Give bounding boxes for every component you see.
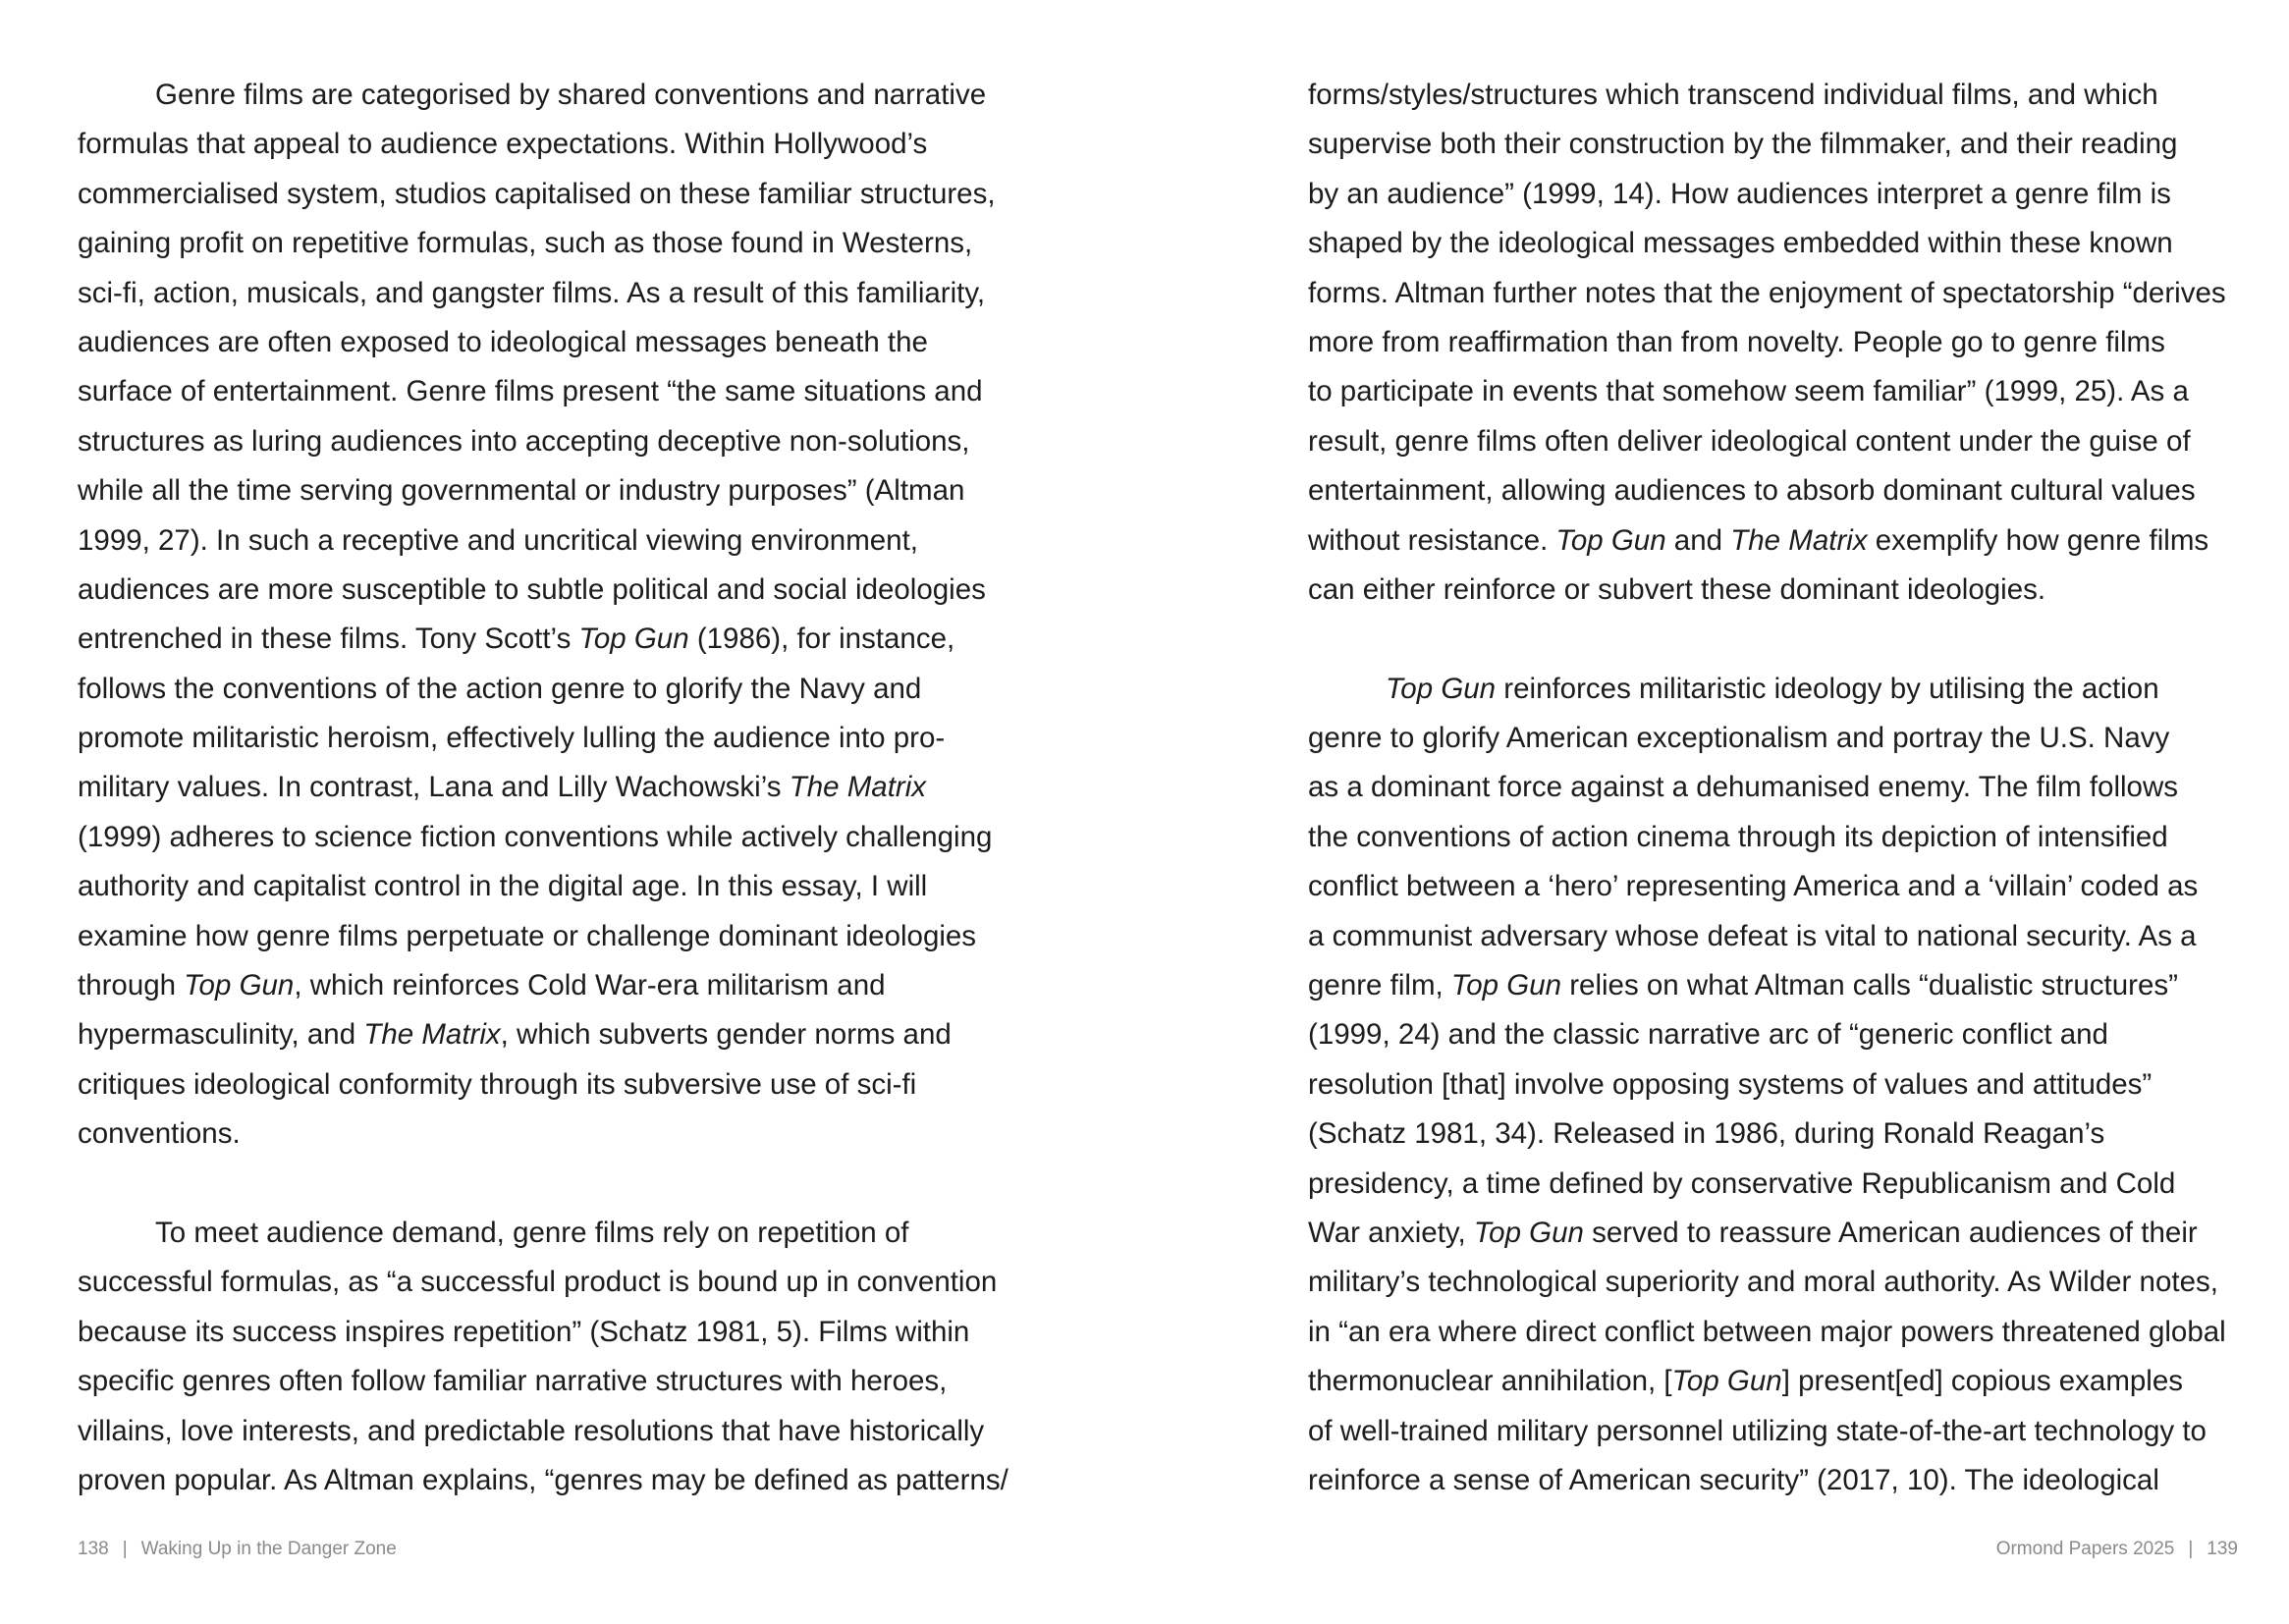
text-line xyxy=(78,318,1001,367)
text-run: military’s technological superiority and moral authority. As Wilder notes, xyxy=(1308,1266,2218,1299)
text-run: surface of entertainment. Genre films present “the same situations and xyxy=(78,375,983,408)
text-line xyxy=(78,466,1001,515)
text-run: 1999, 27). In such a receptive and uncritical viewing environment, xyxy=(78,523,918,557)
text-run: ] present[ed] copious examples xyxy=(1781,1365,2184,1398)
text-line xyxy=(78,516,1001,566)
text-line xyxy=(1308,516,2231,566)
text-line xyxy=(1308,318,2231,367)
text-line xyxy=(1308,71,2231,120)
footer-separator: | xyxy=(122,1539,128,1559)
text-line xyxy=(1308,1456,2231,1505)
text-run: successful formulas, as “a successful product is bound up in convention xyxy=(78,1266,998,1299)
text-line xyxy=(1308,1010,2231,1059)
text-run: promote militaristic heroism, effectively lulling the audience into pro- xyxy=(78,722,946,755)
text-run: because its success inspires repetition” (Schatz 1981, 5). Films within xyxy=(78,1315,970,1348)
text-line xyxy=(1308,1357,2231,1406)
right-page-body xyxy=(1308,71,2231,1505)
text-line xyxy=(1308,1060,2231,1110)
text-run: commercialised system, studios capitalised on these familiar structures, xyxy=(78,177,996,210)
text-line xyxy=(1308,170,2231,219)
text-run: gaining profit on repetitive formulas, such as those found in Westerns, xyxy=(78,227,973,260)
text-line xyxy=(78,763,1001,812)
text-run: War anxiety, xyxy=(1308,1216,1474,1249)
text-line xyxy=(78,219,1001,268)
text-run: examine how genre films perpetuate or challenge dominant ideologies xyxy=(78,919,977,952)
text-run: reinforce a sense of American security” (2017, 10). The ideological xyxy=(1308,1463,2159,1496)
text-run: specific genres often follow familiar narrative structures with heroes, xyxy=(78,1365,948,1398)
text-line xyxy=(1308,1407,2231,1456)
left-page xyxy=(0,0,1144,1624)
text-run: forms/styles/structures which transcend individual films, and which xyxy=(1308,79,2158,111)
text-run: and xyxy=(1665,523,1731,557)
text-run: shaped by the ideological messages embedded within these known xyxy=(1308,227,2173,260)
text-run: relies on what Altman calls “dualistic structures” xyxy=(1561,969,2178,1002)
text-run: supervise both their construction by the filmmaker, and their reading xyxy=(1308,128,2178,161)
text-run: , which reinforces Cold War-era militarism and xyxy=(294,969,886,1002)
text-run: presidency, a time defined by conservative Republicanism and Cold xyxy=(1308,1166,2176,1200)
text-run: hypermasculinity, and xyxy=(78,1018,364,1052)
italic-title: The Matrix xyxy=(363,1018,501,1052)
text-run: genre film, xyxy=(1308,969,1451,1002)
footer-separator: | xyxy=(2188,1539,2194,1559)
text-run: the conventions of action cinema through its depiction of intensified xyxy=(1308,820,2168,853)
text-line xyxy=(78,170,1001,219)
text-run: (Schatz 1981, 34). Released in 1986, during Ronald Reagan’s xyxy=(1308,1117,2105,1151)
text-line xyxy=(78,813,1001,862)
text-run: (1986), for instance, xyxy=(688,623,955,656)
text-run: , which subverts gender norms and xyxy=(500,1018,952,1052)
text-run: follows the conventions of the action genre to glorify the Navy and xyxy=(78,672,922,705)
text-line xyxy=(78,1258,1001,1307)
italic-title: Top Gun xyxy=(1386,672,1497,705)
text-run: thermonuclear annihilation, [ xyxy=(1308,1365,1672,1398)
text-line xyxy=(1308,1110,2231,1159)
text-line xyxy=(1308,763,2231,812)
text-line xyxy=(1308,714,2231,763)
text-line xyxy=(1308,417,2231,466)
right-page-footer xyxy=(1996,1539,2238,1560)
italic-title: Top Gun xyxy=(184,969,295,1002)
text-line xyxy=(78,1010,1001,1059)
text-line xyxy=(78,961,1001,1010)
text-line xyxy=(78,1060,1001,1110)
italic-title: Top Gun xyxy=(1671,1365,1782,1398)
text-line xyxy=(78,1407,1001,1456)
text-run: (1999) adheres to science fiction conventions while actively challenging xyxy=(78,820,993,853)
text-run: forms. Altman further notes that the enjoyment of spectatorship “derives xyxy=(1308,276,2226,309)
text-run: audiences are more susceptible to subtle political and social ideologies xyxy=(78,572,986,606)
text-line xyxy=(78,1357,1001,1406)
text-line xyxy=(1308,219,2231,268)
text-line xyxy=(1308,367,2231,416)
right-page xyxy=(1144,0,2289,1624)
text-line xyxy=(78,1110,1001,1159)
text-run: served to reassure American audiences of their xyxy=(1583,1216,2198,1249)
left-page-body xyxy=(78,71,1008,1505)
text-line xyxy=(78,912,1001,961)
text-run: through xyxy=(78,969,185,1002)
text-run: To meet audience demand, genre films rely on repetition of xyxy=(155,1216,909,1249)
text-line xyxy=(1308,1209,2231,1258)
text-line xyxy=(1308,665,2231,714)
text-run: entrenched in these films. Tony Scott’s xyxy=(78,623,579,656)
text-line xyxy=(78,1456,1008,1505)
text-run: a communist adversary whose defeat is vital to national security. As a xyxy=(1308,919,2197,952)
text-line xyxy=(78,615,1001,664)
text-run: more from reaffirmation than from novelty. People go to genre films xyxy=(1308,325,2165,358)
text-line xyxy=(78,665,1001,714)
italic-title: Top Gun xyxy=(578,623,689,656)
text-line xyxy=(78,120,1001,169)
text-run: audiences are often exposed to ideological messages beneath the xyxy=(78,325,928,358)
text-run: reinforces militaristic ideology by utilising the action xyxy=(1496,672,2159,705)
text-line xyxy=(1308,862,2231,911)
text-line xyxy=(1308,466,2231,515)
text-run: entertainment, allowing audiences to absorb dominant cultural values xyxy=(1308,474,2196,508)
text-run: sci-fi, action, musicals, and gangster films. As a result of this familiarity, xyxy=(78,276,986,309)
text-run: by an audience” (1999, 14). How audiences interpret a genre film is xyxy=(1308,177,2171,210)
text-run: in “an era where direct conflict between major powers threatened global xyxy=(1308,1315,2226,1348)
text-line xyxy=(1308,120,2231,169)
italic-title: Top Gun xyxy=(1450,969,1562,1002)
text-run: of well-trained military personnel utilizing state-of-the-art technology to xyxy=(1308,1414,2207,1447)
paragraph-break xyxy=(78,1160,1001,1209)
text-line xyxy=(1308,566,2231,615)
running-title: Waking Up in the Danger Zone xyxy=(140,1539,397,1559)
text-run: formulas that appeal to audience expectations. Within Hollywood’s xyxy=(78,128,928,161)
text-run: (1999, 24) and the classic narrative arc of “generic conflict and xyxy=(1308,1018,2108,1052)
text-run: military values. In contrast, Lana and Lilly Wachowski’s xyxy=(78,771,790,804)
italic-title: Top Gun xyxy=(1473,1216,1584,1249)
text-run: resolution [that] involve opposing systems of values and attitudes” xyxy=(1308,1067,2153,1101)
text-line xyxy=(1308,961,2231,1010)
italic-title: The Matrix xyxy=(789,771,927,804)
italic-title: Top Gun xyxy=(1555,523,1666,557)
text-line xyxy=(78,862,1001,911)
text-run: without resistance. xyxy=(1308,523,1556,557)
text-line xyxy=(78,566,1001,615)
text-line xyxy=(1308,1258,2231,1307)
text-line xyxy=(78,1209,1001,1258)
text-run: conflict between a ‘hero’ representing America and a ‘villain’ coded as xyxy=(1308,870,2199,903)
italic-title: The Matrix xyxy=(1730,523,1868,557)
text-line xyxy=(1308,1308,2231,1357)
text-line xyxy=(1308,1160,2231,1209)
page-number: 139 xyxy=(2207,1539,2238,1559)
left-page-footer xyxy=(78,1539,397,1560)
text-run: conventions. xyxy=(78,1117,241,1151)
text-run: Genre films are categorised by shared conventions and narrative xyxy=(155,79,987,111)
text-line xyxy=(1308,269,2231,318)
text-run: proven popular. As Altman explains, “genres may be defined as patterns/ xyxy=(78,1463,1008,1496)
text-run: authority and capitalist control in the digital age. In this essay, I will xyxy=(78,870,928,903)
text-run: to participate in events that somehow seem familiar” (1999, 25). As a xyxy=(1308,375,2189,408)
text-run: can either reinforce or subvert these dominant ideologies. xyxy=(1308,572,2046,606)
text-run: critiques ideological conformity through its subversive use of sci-fi xyxy=(78,1067,917,1101)
text-run: as a dominant force against a dehumanised enemy. The film follows xyxy=(1308,771,2179,804)
text-line xyxy=(78,1308,1001,1357)
text-run: result, genre films often deliver ideological content under the guise of xyxy=(1308,424,2191,458)
text-run: exemplify how genre films xyxy=(1867,523,2209,557)
journal-title: Ormond Papers 2025 xyxy=(1995,1539,2175,1559)
page-number: 138 xyxy=(78,1539,109,1559)
text-line xyxy=(1308,813,2231,862)
text-line xyxy=(1308,912,2231,961)
text-line xyxy=(78,367,1001,416)
text-run: villains, love interests, and predictable resolutions that have historically xyxy=(78,1414,985,1447)
text-line xyxy=(78,71,1001,120)
text-run: while all the time serving governmental or industry purposes” (Altman xyxy=(78,474,965,508)
paragraph-break xyxy=(1308,615,2231,664)
text-line xyxy=(78,714,1001,763)
text-line xyxy=(78,269,1001,318)
text-run: genre to glorify American exceptionalism and portray the U.S. Navy xyxy=(1308,722,2170,755)
text-run: structures as luring audiences into accepting deceptive non-solutions, xyxy=(78,424,970,458)
text-line xyxy=(78,417,1001,466)
